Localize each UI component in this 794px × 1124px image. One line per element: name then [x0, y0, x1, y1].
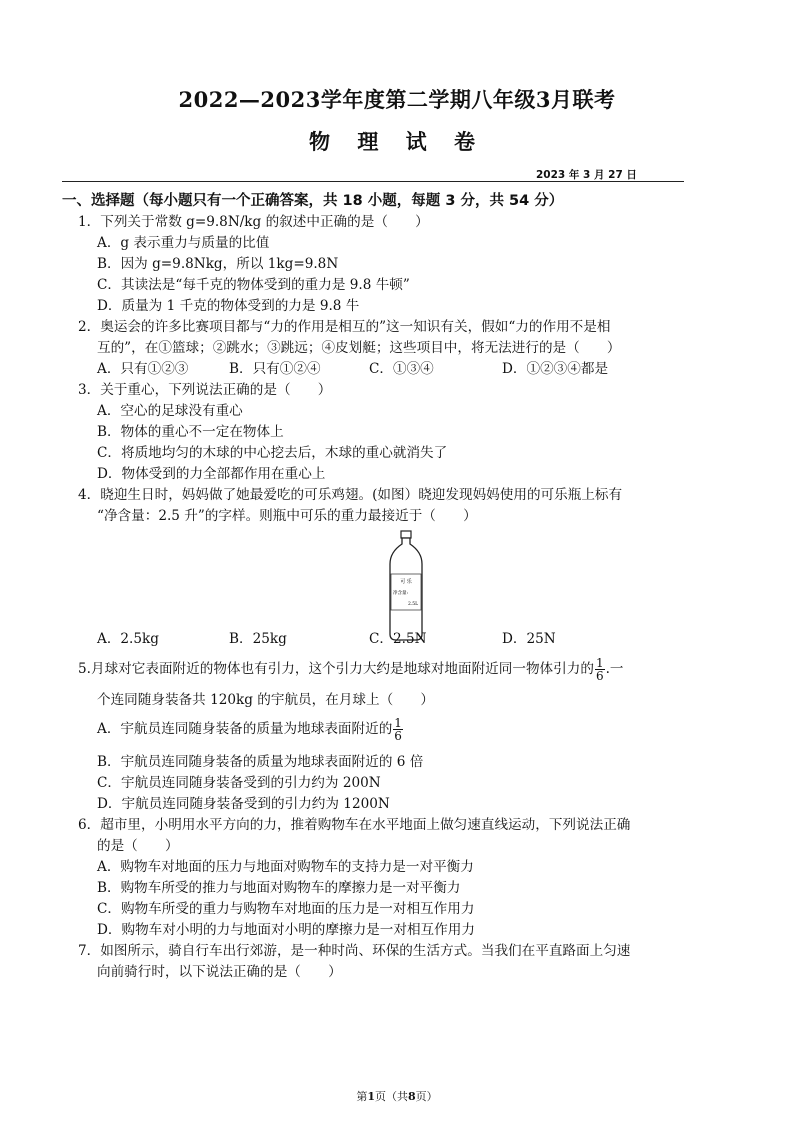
question-3-option-b: B．物体的重心不一定在物体上: [97, 424, 284, 440]
question-5-stem-line2: 个连同随身装备共 120kg 的宇航员，在月球上（ ）: [97, 692, 434, 708]
question-1-option-b: B．因为 g=9.8Nkg，所以 1kg=9.8N: [97, 256, 339, 272]
question-4-option-d: D．25N: [502, 631, 556, 647]
footer-total-pages: 8: [408, 1090, 416, 1103]
cola-bottle-figure: [384, 530, 428, 642]
header-rule: [62, 181, 684, 182]
footer-prefix: 第: [356, 1090, 368, 1103]
question-2-stem-line1: 2．奥运会的许多比赛项目都与“力的作用是相互的”这一知识有关，假如“力的作用不是相: [78, 319, 611, 335]
exam-date: 2023 年 3 月 27 日: [536, 169, 637, 181]
question-1-option-d: D．质量为 1 千克的物体受到的力是 9.8 牛: [97, 298, 360, 314]
footer-mid: 页（共: [375, 1090, 408, 1103]
question-4-stem-line1: 4．晓迎生日时，妈妈做了她最爱吃的可乐鸡翅。(如图）晓迎发现妈妈使用的可乐瓶上标有: [78, 487, 623, 503]
bottle-label-net: 净含量:: [393, 591, 409, 596]
question-2-option-b: B．只有①②④: [229, 361, 321, 377]
exam-subtitle: 物 理 试 卷: [309, 129, 485, 154]
question-2-option-a: A．只有①②③: [97, 361, 189, 377]
fraction-numerator: 1: [394, 716, 402, 730]
question-6-option-d: D．购物车对小明的力与地面对小明的摩擦力是一对相互作用力: [97, 922, 475, 938]
footer-suffix: 页）: [415, 1090, 438, 1103]
question-7-stem-line1: 7．如图所示，骑自行车出行郊游，是一种时尚、环保的生活方式。当我们在平直路面上匀速: [78, 943, 631, 959]
question-5-stem-tail: .一: [605, 661, 624, 677]
question-7-stem-line2: 向前骑行时，以下说法正确的是（ ）: [97, 964, 342, 980]
question-3-option-d: D．物体受到的力全部都作用在重心上: [97, 466, 326, 482]
question-6-option-b: B．购物车所受的推力与地面对购物车的摩擦力是一对平衡力: [97, 880, 461, 896]
bottle-label-volume: 2.5L: [408, 602, 419, 607]
fraction-one-sixth: [393, 717, 403, 742]
question-6-option-c: C．购物车所受的重力与购物车对地面的压力是一对相互作用力: [97, 901, 475, 917]
question-5-option-a-text: A．宇航员连同随身装备的质量为地球表面附近的: [97, 721, 393, 737]
exam-title: 2022—2023学年度第二学期八年级3月联考: [178, 87, 616, 112]
fraction-denominator: 6: [394, 729, 402, 743]
question-5-option-d: D．宇航员连同随身装备受到的引力约为 1200N: [97, 796, 390, 812]
question-2-option-c: C．①③④: [369, 361, 434, 377]
question-3-option-a: A．空心的足球没有重心: [97, 403, 243, 419]
question-1-option-c: C．其读法是“每千克的物体受到的重力是 9.8 牛顿”: [97, 277, 410, 293]
fraction-numerator: 1: [595, 656, 604, 670]
page-footer: [0, 1088, 794, 1104]
question-3-option-c: C．将质地均匀的木球的中心挖去后，木球的重心就消失了: [97, 445, 448, 461]
question-4-option-b: B．25kg: [229, 631, 287, 647]
question-3-stem: 3．关于重心，下列说法正确的是（ ）: [78, 382, 332, 398]
question-5-option-b: B．宇航员连同随身装备的质量为地球表面附近的 6 倍: [97, 754, 424, 770]
question-5-option-c: C．宇航员连同随身装备受到的引力约为 200N: [97, 775, 381, 791]
fraction-denominator: 6: [595, 669, 604, 683]
question-4-stem-line2: “净含量：2.5 升”的字样。则瓶中可乐的重力最接近于（ ）: [97, 508, 477, 524]
question-5-stem-line1: [78, 654, 624, 684]
fraction-one-sixth: [595, 657, 605, 682]
question-5-option-a: [97, 714, 404, 744]
question-2-stem-line2: 互的”，在①篮球；②跳水；③跳远；④皮划艇；这些项目中，将无法进行的是（ ）: [97, 340, 621, 356]
section-heading: 一、选择题（每小题只有一个正确答案，共 18 小题，每题 3 分，共 54 分）: [62, 193, 564, 209]
question-6-option-a: A．购物车对地面的压力与地面对购物车的支持力是一对平衡力: [97, 859, 474, 875]
question-4-option-c: C．2.5N: [369, 631, 427, 647]
question-4-option-a: A．2.5kg: [97, 631, 159, 647]
bottle-label-brand: 可 乐: [400, 579, 412, 585]
question-1-option-a: A．g 表示重力与质量的比值: [97, 235, 270, 251]
question-2-option-d: D．①②③④都是: [502, 361, 609, 377]
question-6-stem-line2: 的是（ ）: [97, 838, 179, 854]
question-1-stem: 1．下列关于常数 g=9.8N/kg 的叙述中正确的是（ ）: [78, 214, 429, 230]
question-5-stem-text: 5.月球对它表面附近的物体也有引力，这个引力大约是地球对地面附近同一物体引力的: [78, 661, 594, 677]
question-6-stem-line1: 6．超市里，小明用水平方向的力，推着购物车在水平地面上做匀速直线运动，下列说法正确: [78, 817, 631, 833]
footer-page-number: 1: [367, 1090, 375, 1103]
